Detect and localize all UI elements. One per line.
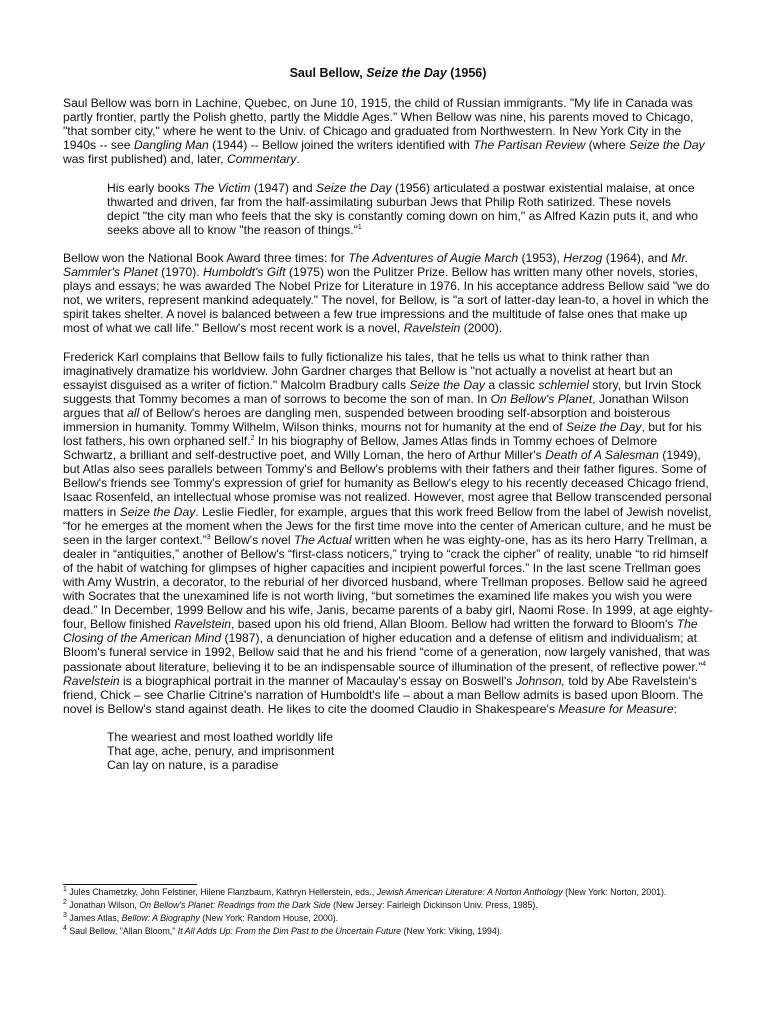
footnotes [63, 887, 723, 939]
italic-title: Humboldt's Gift [202, 265, 286, 280]
text-run: Saul Bellow was born in Lachine, Quebec, on June 10, 1915, the child of Russian immigrants. "My life in Canada was partly frontier, partly the Polish ghetto, partly the Middle Ages." When Bellow was nine, his parents moved to Chicago, "that somber city," where he went to the Univ. of Chicago and graduated from Northwestern. In New York City in the 1940s -- see [63, 96, 694, 153]
italic-title: Seize the Day [629, 138, 705, 153]
footnote-ref: 1 [63, 886, 67, 894]
verse-line: That age, ache, penury, and imprisonment [107, 744, 335, 759]
footnote-3 [63, 913, 723, 924]
footnote-ref: 4 [63, 925, 67, 933]
italic-title: Johnson, [515, 673, 565, 688]
italic-title: Ravelstein [403, 321, 461, 336]
footnote-ref: 3 [206, 533, 211, 541]
text-run: was first published) and, later, [63, 152, 227, 167]
text-run: is a biographical portrait in the manner of Macaulay's essay on Boswell's [119, 673, 516, 688]
text-run: (1970). [157, 265, 203, 280]
text-run: His early books [107, 180, 194, 195]
text-run: (1987), a denunciation of higher education and a defense of elitism and individualism; at Bloom's funeral service in 1992, Bellow said that he and his friend “come of a generation, now largely vanished, that was passionate about literature, believing it to be an indispensable source of illumination of the present, of reflective power.” [63, 631, 710, 674]
text-run: James Atlas, [66, 913, 122, 923]
italic-title: all [127, 405, 140, 420]
italic-title: Seize the Day [565, 419, 642, 434]
paragraph-biography [63, 96, 713, 166]
italic-title: Mr. Sammler's Planet [63, 250, 689, 280]
italic-title: On Bellow's Planet: Readings from the Dark Side [139, 900, 331, 910]
footnote-ref: 2 [250, 435, 255, 443]
title-year: (1956) [446, 66, 487, 80]
italic-title: The Victim [193, 180, 251, 195]
footnote-ref: 2 [63, 899, 67, 907]
italic-title: Seize the Day [315, 180, 392, 195]
text-run: a classic [485, 377, 539, 392]
italic-title: On Bellow's Planet [490, 391, 593, 406]
italic-title: The Partisan Review [473, 138, 586, 153]
text-run: (1949), but Atlas also sees parallels between Tommy's and Bellow's problems with their fathers and their father figures. Some of Bellow's friends see Tommy's expression of grief for humanity as Bellow's elegy to his recently deceased Chicago friend, Isaac Rosenfeld, an intellectual whose promise was not realized. However, most agree that Bellow transcended personal matters in [63, 448, 712, 519]
text-run: (1964), and [602, 250, 672, 265]
italic-title: Herzog [563, 250, 603, 265]
text-run: (2000). [460, 321, 503, 336]
italic-title: schlemiel [538, 377, 589, 392]
text-run: (1953), [518, 250, 564, 265]
text-run: (New Jersey: Fairleigh Dickinson Univ. Press, 1985). [330, 900, 538, 910]
text-run: , Jonathan Wilson argues that [63, 391, 689, 420]
italic-title: It All Adds Up: From the Dim Past to the Uncertain Future [177, 926, 402, 936]
text-run: Saul Bellow, "Allan Bloom," [66, 926, 178, 936]
text-run: (1956) articulated a postwar existential malaise, at once thwarted and driven, far from the half-assimilating suburban Jews that Philip Roth satirized. These novels depict "the city man who feels that the sky is constantly coming down on him," as Alfred Kazin puts it, and who seeks above all to know "the reason of things." [107, 180, 698, 237]
text-run: (1975) won the Pulitzer Prize. Bellow has written many other novels, stories, plays and essays; he was awarded The Nobel Prize for Literature in 1976. In his acceptance address Bellow said "we do not, we writers, represent mankind adequately." The novel, for Bellow, is "a sort of latter-day lean-to, a hovel in which the spirit takes shelter. A novel is balanced between a few true impressions and the multitude of false ones that make up most of what we call life." Bellow's most recent work is a novel, [63, 265, 710, 336]
italic-title: Ravelstein [174, 617, 232, 632]
footnote-ref: 1 [357, 223, 362, 231]
verse-line: The weariest and most loathed worldly life [107, 729, 334, 744]
text-run: Jules Chametzky, John Felstiner, Hilene Flanzbaum, Kathryn Hellerstein, eds., [66, 887, 377, 897]
block-quote [107, 181, 699, 237]
document-page [63, 66, 713, 772]
text-run: . Leslie Fiedler, for example, argues that this work freed Bellow from the label of Jewish novelist, “for he emerges at the moment when the Jews for the first time move into the center of American culture, and he must be seen in the larger context.” [63, 504, 712, 547]
paragraph-awards [63, 251, 713, 336]
text-run: (1944) -- Bellow joined the writers identified with [208, 138, 474, 153]
italic-title: Bellow: A Biography [121, 913, 200, 923]
text-run: (1947) and [250, 180, 316, 195]
footnote-ref: 4 [702, 660, 707, 668]
italic-title: Seize the Day [119, 504, 196, 519]
text-run: (New York: Random House, 2000). [199, 913, 339, 923]
text-run: of Bellow's heroes are dangling men, suspended between brooding self-absorption and boisterous immersion in humanity. Tommy Wilhelm, Wilson thinks, mourns not for humanity at the end of [63, 405, 671, 434]
italic-title: The Actual [293, 532, 352, 547]
footnote-1 [63, 887, 723, 898]
text-run: In his biography of Bellow, James Atlas finds in Tommy echoes of Delmore Schwartz, a brilliant and self-destructive poet, and Willy Loman, the hero of Arthur Miller's [63, 434, 658, 463]
text-run: , but for his lost fathers, his own orphaned self. [63, 419, 702, 449]
italic-title: The Adventures of Augie March [348, 250, 519, 265]
footnote-4 [63, 926, 723, 937]
italic-title: Seize the Day [409, 377, 485, 392]
italic-title: Commentary [226, 152, 297, 167]
text-run: , based upon his old friend, Allan Bloom. Bellow had written the forward to Bloom's [231, 617, 677, 632]
text-run: told by Abe Ravelstein's friend, Chick – see Charlie Citrine's narration of Humboldt's life – about a man Bellow admits is based upon Bloom. The novel is Bellow's stand against death. He likes to cite the doomed Claudio in Shakespeare's [63, 673, 704, 716]
footnote-divider [63, 884, 197, 885]
italic-title: Dangling Man [133, 138, 209, 153]
document-title [63, 66, 713, 80]
verse-quote [107, 730, 713, 772]
title-author: Saul Bellow, [289, 66, 367, 80]
italic-title: The Closing of the American Mind [63, 617, 698, 646]
italic-title: Jewish American Literature: A Norton Anthology [376, 887, 563, 897]
footnote-2 [63, 900, 723, 911]
text-run: Frederick Karl complains that Bellow fails to fully fictionalize his tales, that he tells us what to think rather than imaginatively dramatize his worldview. John Gardner charges that Bellow is "not actually a novelist at heart but an essayist disguised as a writer of fiction." Malcolm Bradbury calls [63, 349, 673, 392]
text-run: : [673, 701, 678, 716]
verse-line: Can lay on nature, is a paradise [107, 758, 279, 773]
italic-title: Measure for Measure [558, 701, 674, 716]
text-run: . [296, 152, 300, 167]
text-run: Bellow's novel [210, 532, 294, 547]
text-run: (where [585, 138, 630, 153]
text-run: Jonathan Wilson, [66, 900, 140, 910]
text-run: (New York: Norton, 2001). [562, 887, 667, 897]
footnote-ref: 3 [63, 912, 67, 920]
italic-title: Death of A Salesman [545, 448, 659, 463]
text-run: (New York: Viking, 1994). [401, 926, 503, 936]
italic-title: Ravelstein [63, 673, 120, 688]
text-run: story, but Irvin Stock suggests that Tommy becomes a man of sorrows to become the son of man. In [63, 377, 702, 406]
text-run: Bellow won the National Book Award three times: for [63, 250, 349, 265]
text-run: written when he was eighty-one, has as its hero Harry Trellman, a dealer in “antiquities,” another of Bellow's “first-class noticers,” trying to “crack the cipher” of reality, unable “to rid himself of the habit of watching for glimpses of higher capacities and incipient powerful forces.” In the last scene Trellman goes with Amy Wustrin, a decorator, to the reburial of her divorced husband, where Trellman proposes. Bellow said he agreed with Socrates that the unexamined life is not worth living, “but sometimes the examined life makes you wish you were dead.” In December, 1999 Bellow and his wife, Janis, became parents of a baby girl, Naomi Rose. In 1999, at age eighty-four, Bellow finished [63, 532, 713, 632]
paragraph-criticism [63, 350, 713, 716]
title-work: Seize the Day [366, 66, 447, 80]
